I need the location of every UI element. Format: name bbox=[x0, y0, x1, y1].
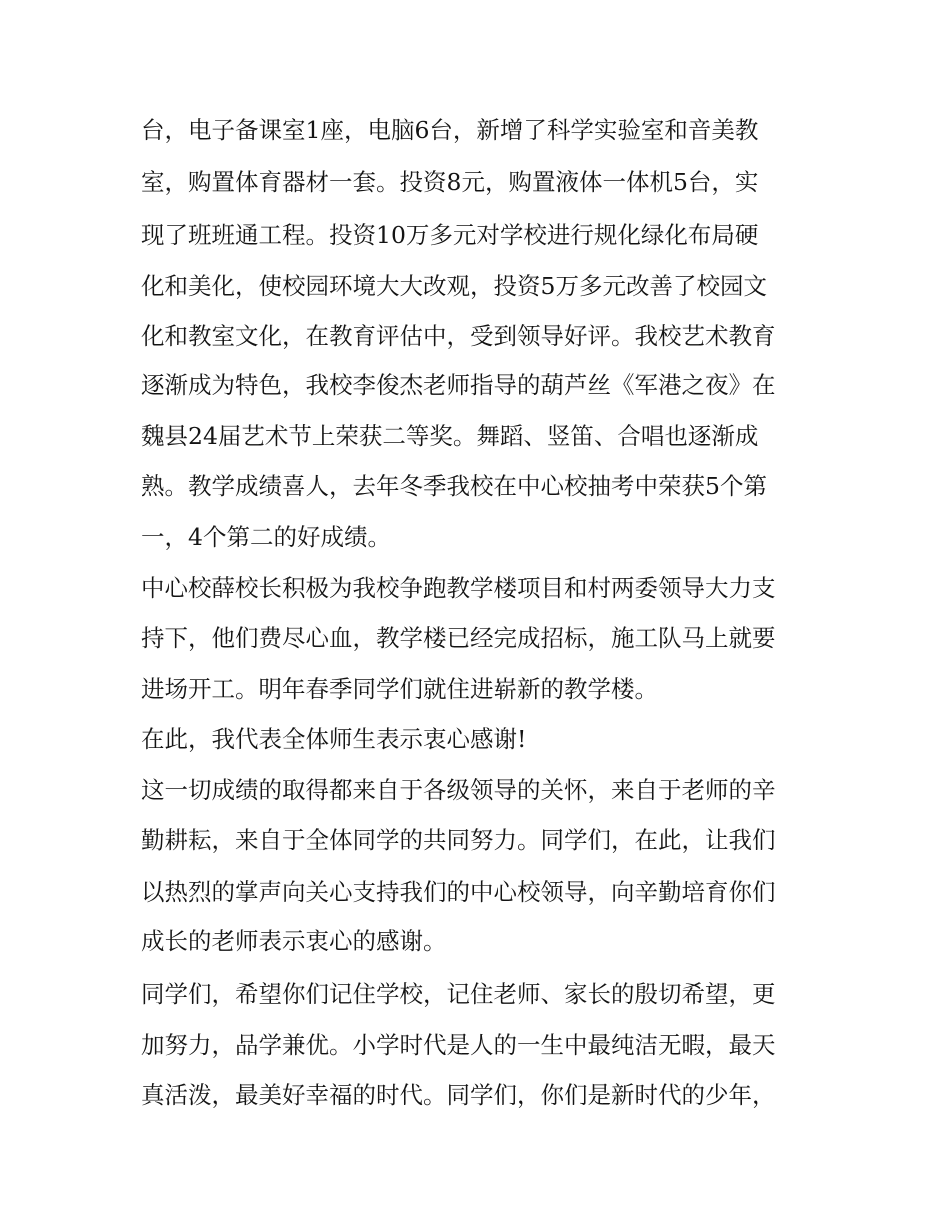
text-line: 勤耕耘，来自于全体同学的共同努力。同学们，在此，让我们 bbox=[141, 826, 776, 854]
text-line: 化和教室文化，在教育评估中，受到领导好评。我校艺术教育 bbox=[141, 322, 776, 350]
text-line: 同学们，希望你们记住学校，记住老师、家长的殷切希望，更 bbox=[141, 980, 776, 1008]
text-line: 化和美化，使校园环境大大改观，投资5万多元改善了校园文 bbox=[141, 272, 767, 300]
text-line: 逐渐成为特色，我校李俊杰老师指导的葫芦丝《军港之夜》在 bbox=[141, 371, 776, 399]
text-line: 一，4个第二的好成绩。 bbox=[141, 523, 391, 551]
text-line: 这一切成绩的取得都来自于各级领导的关怀，来自于老师的辛 bbox=[141, 776, 776, 804]
text-line: 以热烈的掌声向关心支持我们的中心校领导，向辛勤培育你们 bbox=[141, 878, 776, 906]
text-line: 在此，我代表全体师生表示衷心感谢! bbox=[141, 725, 527, 753]
text-line: 中心校薛校长积极为我校争跑教学楼项目和村两委领导大力支 bbox=[141, 574, 776, 602]
text-line: 魏县24届艺术节上荣获二等奖。舞蹈、竖笛、合唱也逐渐成 bbox=[141, 422, 759, 450]
text-line: 加努力，品学兼优。小学时代是人的一生中最纯洁无暇，最天 bbox=[141, 1031, 776, 1059]
text-line: 台，电子备课室1座，电脑6台，新增了科学实验室和音美教 bbox=[141, 116, 759, 144]
text-line: 持下，他们费尽心血，教学楼已经完成招标，施工队马上就要 bbox=[141, 624, 776, 652]
text-line: 熟。教学成绩喜人，去年冬季我校在中心校抽考中荣获5个第 bbox=[141, 472, 767, 500]
text-line: 现了班班通工程。投资10万多元对学校进行规化绿化布局硬 bbox=[141, 221, 759, 249]
text-line: 进场开工。明年春季同学们就住进崭新的教学楼。 bbox=[141, 675, 658, 703]
text-line: 室，购置体育器材一套。投资8元，购置液体一体机5台，实 bbox=[141, 168, 759, 196]
text-line: 真活泼，最美好幸福的时代。同学们，你们是新时代的少年， bbox=[141, 1081, 776, 1109]
text-line: 成长的老师表示衷心的感谢。 bbox=[141, 927, 447, 955]
